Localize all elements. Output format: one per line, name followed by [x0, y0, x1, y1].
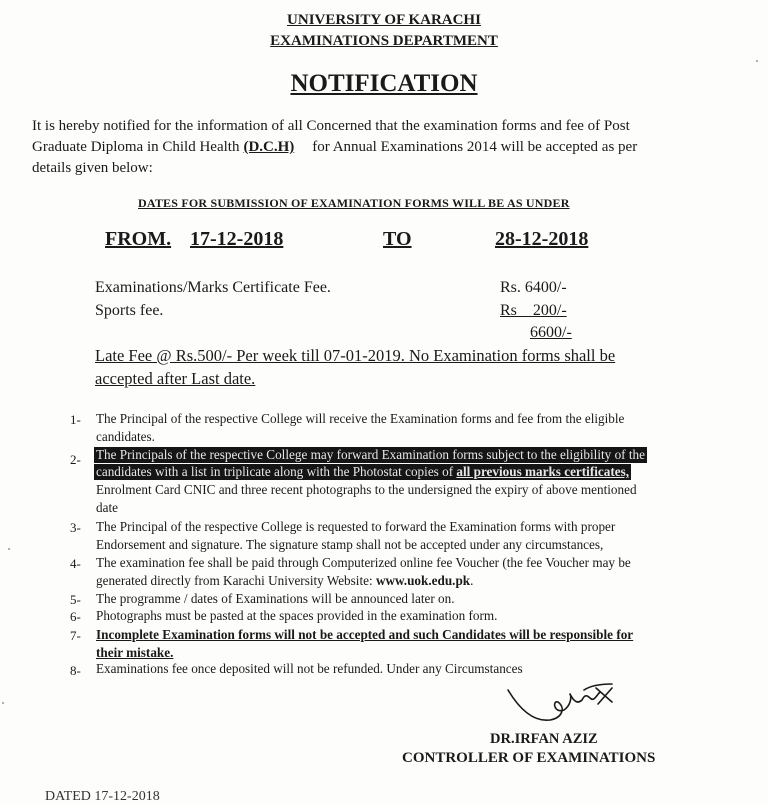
item-2-line-2-highlighted	[94, 464, 631, 480]
item-number: 4-	[70, 556, 81, 571]
scan-mark	[756, 60, 758, 62]
department-name: EXAMINATIONS DEPARTMENT	[270, 33, 498, 49]
item-number: 1-	[70, 412, 81, 427]
from-date: 17-12-2018	[190, 228, 284, 250]
scan-mark	[2, 702, 4, 704]
fee-total: 6600/-	[530, 324, 572, 341]
intro-line-3: details given below:	[32, 160, 153, 176]
item-1-line-1: The Principal of the respective College will receive the Examination forms and fee from the eligible	[96, 411, 625, 426]
program-name: Graduate Diploma in Child Health	[32, 139, 240, 155]
item-2-line-3: Enrolment Card CNIC and three recent photographs to the undersigned the expiry of above mentioned	[96, 482, 637, 497]
intro-line-2-rest: for Annual Examinations 2014 will be accepted as per	[312, 139, 638, 155]
website-link[interactable]: www.uok.edu.pk	[375, 573, 471, 588]
fee-amount-exam: Rs. 6400/-	[500, 279, 567, 296]
signatory-name: DR.IRFAN AZIZ	[490, 731, 598, 747]
university-name: UNIVERSITY OF KARACHI	[287, 12, 481, 28]
item-number: 5-	[70, 592, 81, 607]
to-date: 28-12-2018	[495, 228, 589, 250]
scan-mark	[8, 548, 10, 550]
item-2-line-4: date	[96, 500, 118, 515]
marks-certificates-emphasis: all previous marks certificates,	[456, 464, 630, 479]
item-number: 6-	[70, 609, 81, 624]
item-8-line-1: Examinations fee once deposited will not be refunded. Under any Circumstances	[96, 661, 523, 676]
item-4-line-2	[96, 573, 473, 589]
intro-line-1: It is hereby notified for the information of all Concerned that the examination forms and fee of Post	[32, 118, 630, 134]
late-fee-line-1: Late Fee @ Rs.500/- Per week till 07-01-2019. No Examination forms shall be	[95, 346, 616, 365]
item-7-line-2: their mistake.	[96, 645, 174, 660]
late-fee-line-2: accepted after Last date.	[95, 369, 256, 388]
intro-line-2	[32, 139, 637, 156]
item-2-line-2-text: candidates with a list in triplicate along with the Photostat copies of	[96, 464, 454, 479]
item-4-line-1: The examination fee shall be paid through Computerized online fee Voucher (the fee Voucher may be	[96, 555, 631, 570]
item-7-line-1: Incomplete Examination forms will not be accepted and such Candidates will be responsible for	[96, 627, 634, 642]
item-1-line-2: candidates.	[96, 429, 155, 444]
fee-label-sports: Sports fee.	[95, 302, 164, 319]
dates-heading: DATES FOR SUBMISSION OF EXAMINATION FORMS WILL BE AS UNDER	[138, 196, 570, 210]
item-4-period: .	[470, 573, 474, 588]
fee-amount-sports: Rs 200/-	[500, 302, 567, 319]
to-label: TO	[383, 228, 412, 250]
program-code: (D.C.H)	[243, 139, 295, 155]
item-number: 2-	[70, 452, 81, 467]
notification-title: NOTIFICATION	[290, 70, 478, 97]
from-label: FROM.	[105, 228, 172, 250]
item-5-line-1: The programme / dates of Examinations will be announced later on.	[96, 591, 455, 606]
fee-label-exam: Examinations/Marks Certificate Fee.	[95, 279, 331, 296]
item-2-line-1-highlighted: The Principals of the respective College may forward Examination forms subject to the eligibility of the	[96, 447, 645, 462]
item-number: 7-	[70, 628, 81, 643]
item-6-line-1: Photographs must be pasted at the spaces provided in the examination form.	[96, 608, 498, 623]
item-number: 8-	[70, 663, 81, 678]
date-footer-partial: DATED 17-12-2018	[45, 789, 160, 804]
item-4-line-2-text: generated directly from Karachi University Website:	[96, 573, 376, 588]
item-number: 3-	[70, 520, 81, 535]
item-3-line-1: The Principal of the respective College is requested to forward the Examination forms with proper	[96, 519, 616, 534]
item-3-line-2: Endorsement and signature. The signature stamp shall not be accepted under any circumstances,	[96, 537, 604, 552]
signatory-designation: CONTROLLER OF EXAMINATIONS	[402, 750, 656, 766]
